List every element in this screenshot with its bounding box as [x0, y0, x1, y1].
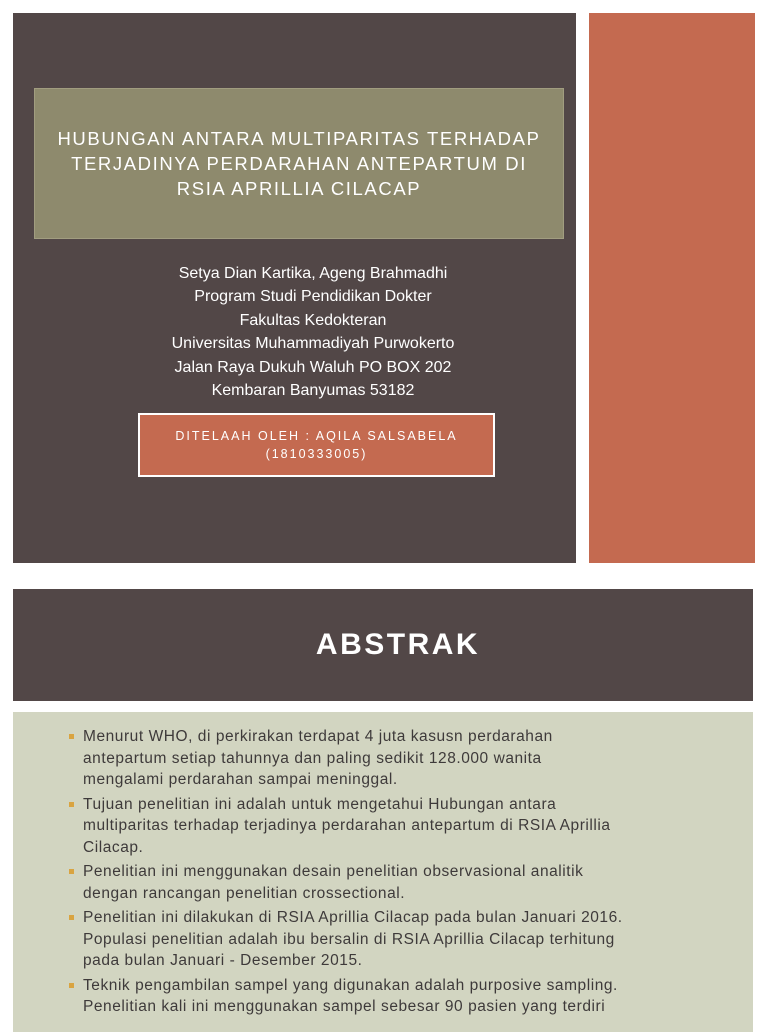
author-line: Fakultas Kedokteran	[239, 311, 387, 329]
reviewer-id: (1810333005)	[265, 447, 368, 461]
bullet-line: Menurut WHO, di perkirakan terdapat 4 juta kasusn perdarahan	[83, 728, 553, 745]
bullet-line: Penelitian ini dilakukan di RSIA Aprillia Cilacap pada bulan Januari 2016.	[83, 909, 623, 926]
author-line: Jalan Raya Dukuh Waluh PO BOX 202	[174, 358, 452, 376]
bullet-square-icon	[69, 734, 74, 739]
title-line: TERJADINYA PERDARAHAN ANTEPARTUM DI	[71, 153, 527, 174]
author-line: Universitas Muhammadiyah Purwokerto	[171, 335, 455, 353]
slide-title	[57, 126, 540, 201]
author-info	[13, 262, 613, 402]
bullet-square-icon	[69, 802, 74, 807]
bullet-line: dengan rancangan penelitian crossectional.	[83, 884, 406, 902]
bullet-line: Penelitian ini menggunakan desain penelitian observasional analitik	[83, 863, 584, 880]
bullet-square-icon	[69, 983, 74, 988]
author-line: Kembaran Banyumas 53182	[211, 382, 415, 400]
reviewer-box	[138, 413, 495, 477]
bullet-item	[83, 861, 733, 904]
bullet-square-icon	[69, 915, 74, 920]
bullet-line: Teknik pengambilan sampel yang digunakan adalah purposive sampling.	[83, 976, 618, 994]
bullet-line: Tujuan penelitian ini adalah untuk mengetahui Hubungan antara	[83, 795, 557, 813]
bullet-item	[83, 975, 733, 1018]
abstrak-title: ABSTRAK	[315, 628, 481, 661]
bullet-line: Cilacap.	[83, 838, 144, 856]
title-line: RSIA APRILLIA CILACAP	[176, 178, 422, 199]
accent-panel	[589, 13, 755, 563]
abstrak-header	[13, 589, 753, 701]
bullet-line: Penelitian kali ini menggunakan sampel sebesar 90 pasien yang terdiri	[83, 998, 606, 1015]
bullet-line: antepartum setiap tahunnya dan paling sedikit 128.000 wanita	[83, 749, 542, 767]
reviewer-line: DITELAAH OLEH : AQILA SALSABELA	[175, 429, 458, 443]
author-line: Program Studi Pendidikan Dokter	[194, 288, 432, 306]
title-box	[34, 88, 564, 239]
author-line: Setya Dian Kartika, Ageng Brahmadhi	[178, 265, 448, 282]
title-line: HUBUNGAN ANTARA MULTIPARITAS TERHADAP	[57, 128, 541, 149]
bullet-line: pada bulan Januari - Desember 2015.	[83, 952, 363, 969]
bullet-square-icon	[69, 869, 74, 874]
abstrak-bullet-list	[13, 712, 753, 1018]
bullet-line: Populasi penelitian adalah ibu bersalin di RSIA Aprillia Cilacap terhitung	[83, 930, 615, 948]
bullet-item	[83, 726, 733, 791]
bullet-item	[83, 794, 733, 859]
bullet-line: mengalami perdarahan sampai meninggal.	[83, 771, 398, 788]
abstrak-body	[13, 712, 753, 1032]
bullet-line: multiparitas terhadap terjadinya perdarahan antepartum di RSIA Aprillia	[83, 817, 611, 834]
bullet-item	[83, 907, 733, 972]
